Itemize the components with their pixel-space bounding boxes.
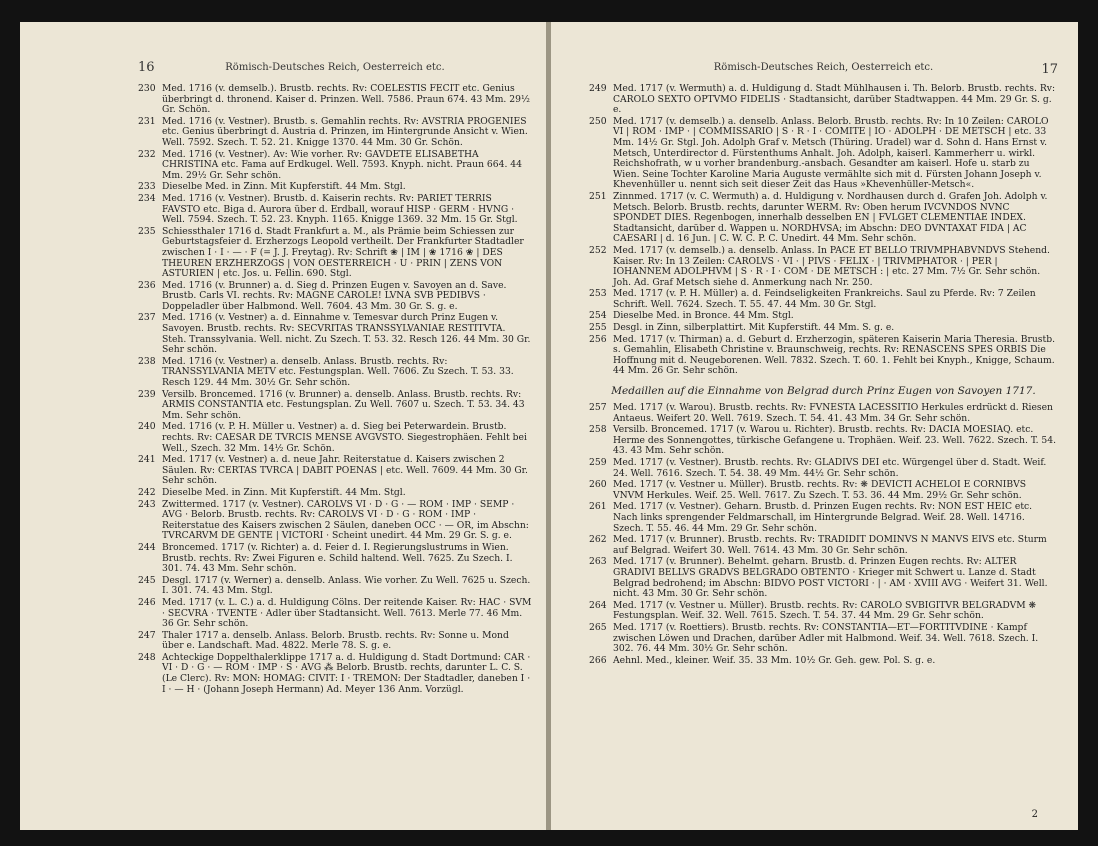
- catalog-entry: [589, 403, 1058, 424]
- catalog-entry: [138, 281, 532, 313]
- catalog-entry: [589, 311, 1058, 322]
- entry-text: Med. 1716 (v. demselb.). Brustb. rechts. Rv: COELESTIS FECIT etc. Genius überbringt d. thronend. Kaiser d. Prinzen. Well. 7586. Praun 674. 43 Mm. 29½ Gr. Schön.: [162, 83, 530, 116]
- entry-number: 257: [589, 402, 607, 414]
- entry-text: Med. 1717 (v. Brunner). Behelmt. geharn. Brustb. d. Prinzen Eugen rechts. Rv: ALTER GRADIVI BELLVS GRADVS BELGRADO OBTENTO · Krieger mit Schwert u. Lanze d. Stadt Belgrad bedrohend; im Abschn: BIDVO POST VICTORI · | · AM · XVIII AVG · Weifert 31. Well. nicht. 43 Mm. 30 Gr. Sehr schön.: [613, 556, 1048, 600]
- entry-number: 258: [589, 424, 607, 436]
- catalog-entry: [589, 458, 1058, 479]
- entry-number: 238: [138, 355, 156, 367]
- entry-number: 249: [589, 83, 607, 94]
- left-running-head: Römisch-Deutsches Reich, Oesterreich etc.: [225, 61, 445, 73]
- right-running-head: Römisch-Deutsches Reich, Oesterreich etc.: [713, 61, 934, 73]
- catalog-entry: [589, 557, 1058, 599]
- entry-text: Med. 1717 (v. Thirman) a. d. Geburt d. Erzherzogin, späteren Kaiserin Maria Theresia. Brustb. s. Gemahlin, Elisabeth Christine v. Braunschweig, rechts. Rv: RENASCENS SPES ORBIS Die Hoffnung mit d. Neugeborenen. Well. 7832. Szech. T. 60. 1. Fehlt bei Knyph., Knigge, Schaum. 44 Mm. 26 Gr. Sehr schön.: [613, 333, 1055, 377]
- catalog-entry: [138, 576, 532, 597]
- entry-text: Med. 1716 (v. Vestner). Av: Wie vorher. Rv: GAVDETE ELISABETHA CHRISTINA etc. Fama auf Erdkugel. Well. 7593. Knyph. nicht. Praun 664. 44 Mm. 29½ Gr. Sehr schön.: [162, 148, 522, 181]
- catalog-entry: [138, 488, 532, 499]
- left-page: [20, 22, 548, 830]
- entry-text: Dieselbe Med. in Bronce. 44 Mm. Stgl.: [613, 310, 794, 322]
- entry-text: Versilb. Broncemed. 1716 (v. Brunner) a. denselb. Anlass. Brustb. rechts. Rv: ARMIS CONSTANTIA etc. Festungsplan. Zu Well. 7607 u. Szech. T. 53. 34. 43 Mm. Sehr schön.: [162, 388, 525, 421]
- entry-number: 254: [589, 310, 607, 322]
- left-page-number: 16: [138, 59, 155, 75]
- catalog-entry: [138, 182, 532, 193]
- entry-text: Med. 1717 (v. Vestner). Brustb. rechts. Rv: GLADIVS DEI etc. Würgengel über d. Stadt. Weif. 24. Well. 7616. Szech. T. 54. 38. 49 Mm. 44½ Gr. Sehr schön.: [613, 457, 1047, 479]
- catalog-entry: [589, 323, 1058, 334]
- entry-number: 233: [138, 181, 156, 193]
- entry-number: 246: [138, 596, 156, 608]
- catalog-entry: [589, 601, 1058, 622]
- entry-text: Med. 1716 (v. Vestner). Brustb. s. Gemahlin rechts. Rv: AVSTRIA PROGENIES etc. Genius überbringt d. Austria d. Prinzen, im Hintergrunde Ansicht v. Wien. Well. 7592. Szech. T. 52. 21. Knigge 1370. 44 Mm. 30 Gr. Schön.: [162, 115, 528, 148]
- entry-number: 262: [589, 534, 607, 546]
- entry-number: 242: [138, 486, 156, 498]
- catalog-entry: [589, 656, 1058, 667]
- catalog-entry: [589, 117, 1058, 191]
- entry-number: 235: [138, 225, 156, 237]
- entry-text: Med. 1717 (v. Vestner u. Müller). Brustb. rechts. Rv: CAROLO SVBIGITVR BELGRADVM ❋ Festungsplan. Weif. 32. Well. 7615. Szech. T. 54. 37. 44 Mm. 29 Gr. Sehr schön.: [613, 599, 1037, 622]
- catalog-entry: [138, 390, 532, 422]
- entry-text: Med. 1717 (v. Roettiers). Brustb. rechts. Rv: CONSTANTIA—ET—FORTITVDINE · Kampf zwischen Löwen und Drachen, darüber Adler mit Halbmond. Weif. 34. Well. 7618. Szech. I. 302. 76. 44 Mm. 30½ Gr. Sehr schön.: [613, 621, 1039, 655]
- catalog-entry: [138, 455, 532, 487]
- entry-number: 237: [138, 312, 156, 324]
- entry-text: Med. 1717 (v. Wermuth) a. d. Huldigung d. Stadt Mühlhausen i. Th. Belorb. Brustb. rechts. Rv: CAROLO SEXTO OPTVMO FIDELIS · Stadtansicht, darüber Stadtwappen. 44 Mm. 29 Gr. S. g. e.: [613, 83, 1056, 116]
- left-running-header: [138, 56, 532, 78]
- entry-text: Med. 1717 (v. Vestner u. Müller). Brustb. rechts. Rv: ❋ DEVICTI ACHELOI E CORNIBVS VNVM Herkules. Weif. 25. Well. 7617. Zu Szech. T. 53. 36. 44 Mm. 29½ Gr. Sehr schön.: [613, 479, 1027, 501]
- catalog-entry: [138, 500, 532, 542]
- entry-number: 256: [589, 333, 607, 345]
- entry-number: 250: [589, 115, 607, 127]
- entry-number: 240: [138, 421, 156, 433]
- catalog-entry: [138, 194, 532, 226]
- catalog-entry: [138, 227, 532, 280]
- entry-number: 244: [138, 541, 156, 553]
- catalog-entry: [589, 502, 1058, 534]
- entry-text: Zwittermed. 1717 (v. Vestner). CAROLVS VI · D · G · — ROM · IMP · SEMP · AVG · Belorb. Brustb. rechts. Rv: CAROLVS VI · D · G · ROM · IMP · Reiterstatue des Kaisers zwischen 2 Säulen, daneben OCC · — OR, im Abschn: TVRCARVM DE GENTE | VICTORI · Scheint unedirt. 44 Mm. 29 Gr. S. g. e.: [162, 498, 529, 542]
- section-heading: Medaillen auf die Einnahme von Belgrad durch Prinz Eugen von Savoyen 1717.: [611, 385, 1036, 398]
- entry-text: Thaler 1717 a. denselb. Anlass. Belorb. Brustb. rechts. Rv: Sonne u. Mond über e. Landschaft. Mad. 4822. Merle 78. S. g. e.: [162, 629, 509, 652]
- entry-number: 245: [138, 574, 156, 586]
- entry-number: 255: [589, 322, 607, 334]
- catalog-entry: [589, 84, 1058, 116]
- entry-number: 243: [138, 498, 156, 510]
- entry-number: 264: [589, 599, 607, 611]
- entry-text: Aehnl. Med., kleiner. Weif. 35. 33 Mm. 10½ Gr. Geh. gew. Pol. S. g. e.: [613, 654, 936, 666]
- entry-number: 230: [138, 83, 156, 94]
- catalog-entry: [589, 192, 1058, 245]
- right-running-header: [589, 56, 1058, 78]
- entry-text: Med. 1717 (v. Vestner) a. d. neue Jahr. Reiterstatue d. Kaisers zwischen 2 Säulen. Rv: CERTAS TVRCA | DABIT POENAS | etc. Well. 7609. 44 Mm. 30 Gr. Sehr schön.: [162, 454, 528, 487]
- entry-text: Achteckige Doppelthalerklippe 1717 a. d. Huldigung d. Stadt Dortmund: CAR · VI · D · G · — ROM · IMP · S · AVG ⁂ Belorb. Brustb. rechts, darunter L. C. S. (Le Clerc). Rv: MON: HOMAG: CIVIT: I · TREMON: Der Stadtadler, daneben I · I · — H · (Johann Joseph Hermann) Ad. Meyer 136 Anm. Vorzügl.: [162, 651, 531, 695]
- catalog-entry: [138, 653, 532, 695]
- entry-text: Versilb. Broncemed. 1717 (v. Warou u. Richter). Brustb. rechts. Rv: DACIA MOESIAQ. etc. Herme des Sonnengottes, türkische Gefangene u. Trophäen. Weif. 23. Well. 7622. Szech. T. 54. 43. 43 Mm. Sehr schön.: [613, 424, 1057, 457]
- entry-number: 259: [589, 457, 607, 468]
- catalog-entry: [138, 117, 532, 149]
- right-page-number: 17: [1041, 62, 1058, 77]
- catalog-entry: [138, 313, 532, 355]
- entry-number: 265: [589, 621, 607, 633]
- catalog-entry: [589, 335, 1058, 377]
- entry-number: 232: [138, 148, 156, 160]
- entry-number: 261: [589, 501, 607, 513]
- entry-text: Med. 1717 (v. Brunner). Brustb. rechts. Rv: TRADIDIT DOMINVS N MANVS EIVS etc. Sturm auf Belgrad. Weifert 30. Well. 7614. 43 Mm. 30 Gr. Sehr schön.: [613, 534, 1047, 556]
- catalog-entry: [589, 480, 1058, 501]
- catalog-entry: [589, 623, 1058, 655]
- entry-number: 253: [589, 288, 607, 300]
- entry-number: 263: [589, 556, 607, 568]
- entry-text: Med. 1716 (v. Vestner). Brustb. d. Kaiserin rechts. Rv: PARIET TERRIS FAVSTO etc. Biga d. Aurora über d. Erdball, worauf HISP · GERM · HVNG · Well. 7594. Szech. T. 52. 23. Knyph. 1165. Knigge 1369. 32 Mm. 15 Gr. Stgl.: [162, 192, 518, 226]
- entry-text: Dieselbe Med. in Zinn. Mit Kupferstift. 44 Mm. Stgl.: [162, 486, 406, 498]
- catalog-entry: [138, 150, 532, 182]
- catalog-entry: [589, 246, 1058, 288]
- catalog-entry: [589, 535, 1058, 556]
- catalog-entry: [138, 543, 532, 575]
- catalog-entry: [138, 357, 532, 389]
- catalog-entry: [138, 422, 532, 454]
- entry-text: Med. 1717 (v. Warou). Brustb. rechts. Rv: FVNESTA LACESSITIO Herkules erdrückt d. Riesen Antaeus. Weifert 20. Well. 7619. Szech. T. 54. 41. 43 Mm. 34 Gr. Sehr schön.: [613, 402, 1053, 424]
- entry-text: Broncemed. 1717 (v. Richter) a. d. Feier d. I. Regierungslustrums in Wien. Brustb. rechts. Rv: Zwei Figuren e. Schild haltend. Well. 7625. Zu Szech. I. 301. 74. 43 Mm. Sehr schön.: [162, 541, 513, 575]
- entry-text: Desgl. 1717 (v. Werner) a. denselb. Anlass. Wie vorher. Zu Well. 7625 u. Szech. I. 301. 74. 43 Mm. Stgl.: [162, 574, 531, 597]
- signature-mark: 2: [1031, 809, 1038, 820]
- entry-text: Med. 1717 (v. demselb.) a. denselb. Anlass. Belorb. Brustb. rechts. Rv: In 10 Zeilen: CAROLO VI | ROM · IMP · | COMMISSARIO | S · R · I · COMITE | IO · ADOLPH · DE METSCH | etc. 33 Mm. 14½ Gr. Stgl. Joh. Adolph Graf v. Metsch (Thüring. Uradel) war d. Sohn d. Hans Ernst v. Metsch, Unterdirector d. Fürstenthums Anhalt. Joh. Adolph, kaiserl. Kammerherr u. wirkl. Reichshofrath, w u vorher brandenburg.-ansbach. Gesandter am kaiserl. Hofe u. starb zu Wien. Seine Tochter Karoline Maria Auguste vermählte sich mit d. Fürsten Johann Joseph v. Khevenhüller u. nennt sich seit dieser Zeit das Haus »Khevenhüller-Metsch«.: [613, 115, 1049, 191]
- entry-text: Desgl. in Zinn, silberplattirt. Mit Kupferstift. 44 Mm. S. g. e.: [613, 322, 895, 334]
- entry-number: 252: [589, 244, 607, 256]
- entry-text: Dieselbe Med. in Zinn. Mit Kupferstift. 44 Mm. Stgl.: [162, 181, 406, 193]
- entry-text: Med. 1716 (v. Vestner) a. denselb. Anlass. Brustb. rechts. Rv: TRANSSYLVANIA METV etc. Festungsplan. Well. 7606. Zu Szech. T. 53. 33. Resch 129. 44 Mm. 30½ Gr. Sehr schön.: [162, 355, 514, 389]
- catalog-entry: [138, 598, 532, 630]
- entry-text: Med. 1717 (v. P. H. Müller) a. d. Feindseligkeiten Frankreichs. Saul zu Pferde. Rv: 7 Zeilen Schrift. Well. 7624. Szech. T. 55. 47. 44 Mm. 30 Gr. Stgl.: [613, 288, 1036, 310]
- catalog-entry: [138, 631, 532, 652]
- catalog-entry: [589, 425, 1058, 457]
- entry-number: 260: [589, 479, 607, 491]
- entry-number: 231: [138, 115, 156, 127]
- entry-text: Zinnmed. 1717 (v. C. Wermuth) a. d. Huldigung v. Nordhausen durch d. Grafen Joh. Adolph v. Metsch. Belorb. Brustb. rechts, darunter WERM. Rv: Oben herum IVCVNDOS NVNC SPONDET DIES. Regenbogen, innerhalb desselben EN | FVLGET CLEMENTIAE INDEX. Stadtansicht, darüber d. Wappen u. NORDHVSA; im Abschn: DEO DVNTAXAT FIDA | AC CAESARI | d. 16 Jun. | C. W. C. P. C. Unedirt. 44 Mm. Sehr schön.: [613, 190, 1048, 245]
- entry-number: 234: [138, 192, 156, 204]
- entry-number: 239: [138, 388, 156, 400]
- entry-text: Med. 1717 (v. L. C.) a. d. Huldigung Cölns. Der reitende Kaiser. Rv: HAC · SVM · SECVRA · TVENTE · Adler über Stadtansicht. Well. 7613. Merle 77. 46 Mm. 36 Gr. Sehr schön.: [162, 596, 532, 630]
- entry-text: Med. 1716 (v. Vestner) a. d. Einnahme v. Temesvar durch Prinz Eugen v. Savoyen. Brustb. rechts. Rv: SECVRITAS TRANSSYLVANIAE RESTITVTA. Steh. Transsylvania. Well. nicht. Zu Szech. T. 53. 32. Resch 126. 44 Mm. 30 Gr. Sehr schön.: [162, 312, 531, 356]
- right-page: [551, 22, 1078, 830]
- entry-number: 248: [138, 651, 156, 663]
- entry-number: 241: [138, 454, 156, 466]
- entry-text: Schiessthaler 1716 d. Stadt Frankfurt a. M., als Prämie beim Schiessen zur Geburtstagsfeier d. Erzherzogs Leopold vertheilt. Der Frankfurter Stadtadler zwischen I · I · — · F (= J. J. Freytag). Rv: Schrift ❀ | IM | ❀ 1716 ❀ | DES THEUREN ERZHERZOGS | VON OESTERREICH · U · PRIN | ZENS VON ASTURIEN | etc. Jos. u. Fellin. 690. Stgl.: [162, 225, 524, 280]
- entry-text: Med. 1716 (v. P. H. Müller u. Vestner) a. d. Sieg bei Peterwardein. Brustb. rechts. Rv: CAESAR DE TVRCIS MENSE AVGVSTO. Siegestrophäen. Fehlt bei Well., Szech. 32 Mm. 14½ Gr. Schön.: [162, 421, 527, 454]
- catalog-entry: [589, 289, 1058, 310]
- entry-number: 236: [138, 279, 156, 291]
- left-entries: [138, 84, 532, 695]
- entry-text: Med. 1716 (v. Brunner) a. d. Sieg d. Prinzen Eugen v. Savoyen an d. Save. Brustb. Carls VI. rechts. Rv: MAGNE CAROLE! LVNA SVB PEDIBVS · Doppeladler über Halbmond. Well. 7604. 43 Mm. 30 Gr. S. g. e.: [162, 279, 507, 312]
- right-entries-before: [589, 84, 1058, 377]
- entry-text: Med. 1717 (v. Vestner). Geharn. Brustb. d. Prinzen Eugen rechts. Rv: NON EST HEIC etc. Nach links sprengender Feldmarschall, im Hintergrunde Belgrad. Weif. 28. Well. 14716. Szech. T. 55. 46. 44 Mm. 29 Gr. Sehr schön.: [613, 501, 1033, 534]
- catalog-entry: [138, 84, 532, 116]
- right-entries-after: [589, 403, 1058, 666]
- entry-number: 266: [589, 654, 607, 666]
- entry-number: 247: [138, 629, 156, 641]
- entry-text: Med. 1717 (v. demselb.) a. denselb. Anlass. In PACE ET BELLO TRIVMPHABVNDVS Stehend. Kaiser. Rv: In 13 Zeilen: CAROLVS · VI · | PIVS · FELIX · | TRIVMPHATOR · | PER | IOHANNEM ADOLPHVM | S · R · I · COM · DE METSCH : | etc. 27 Mm. 7½ Gr. Sehr schön. Joh. Ad. Graf Metsch siehe d. Anmerkung nach Nr. 250.: [613, 244, 1050, 288]
- entry-number: 251: [589, 190, 607, 202]
